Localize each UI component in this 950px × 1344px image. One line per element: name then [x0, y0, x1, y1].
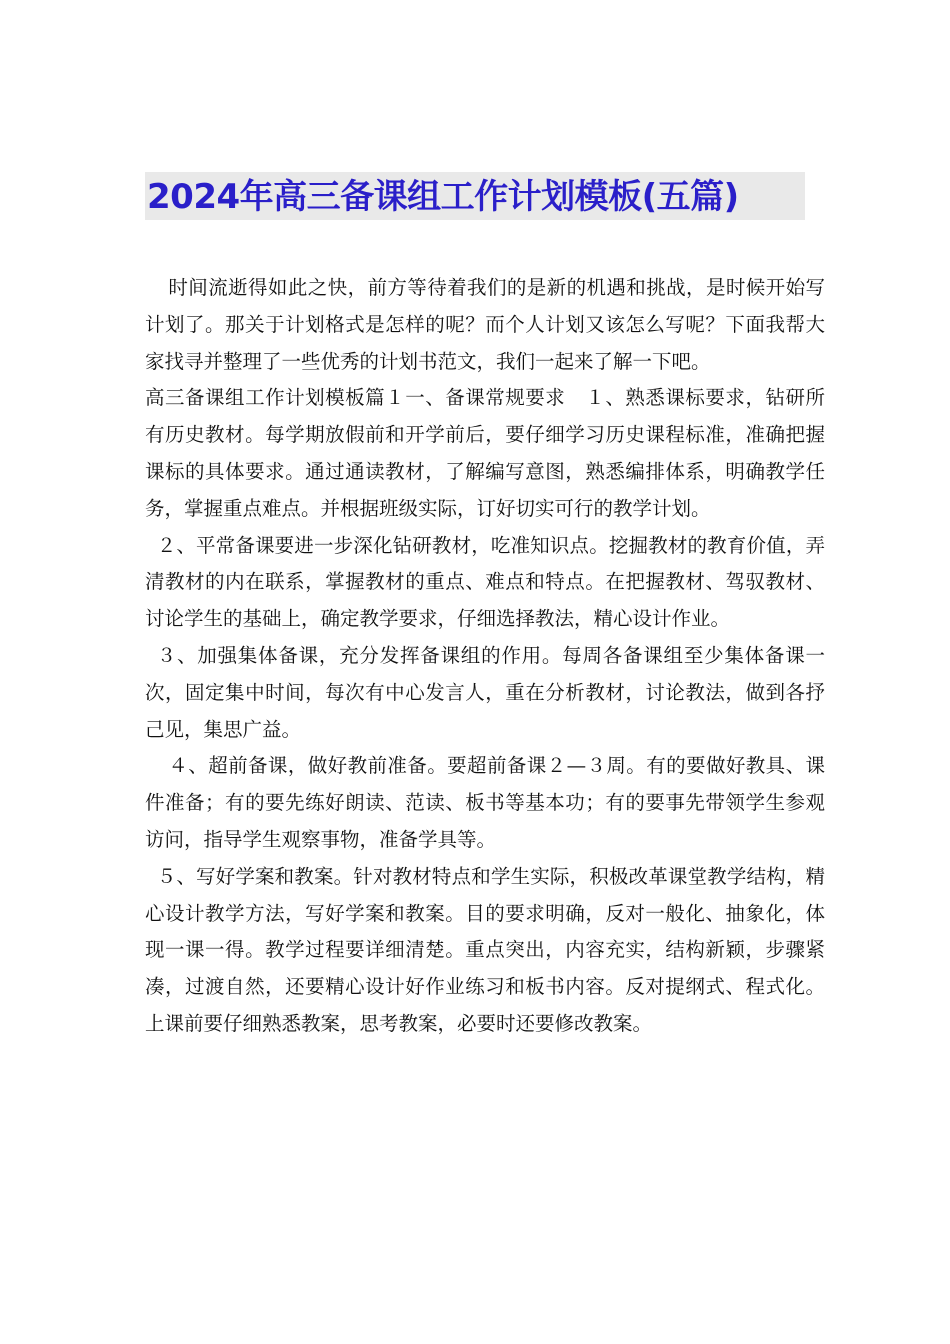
- item-two-paragraph: ２、平常备课要进一步深化钻研教材，吃准知识点。挖掘教材的教育价值，弄清教材的内在联系，掌握教材的重点、难点和特点。在把握教材、驾驭教材、讨论学生的基础上，确定教学要求，仔细选择教法，精心设计作业。: [145, 533, 825, 631]
- item-five-paragraph: ５、写好学案和教案。针对教材特点和学生实际，积极改革课堂教学结构，精心设计教学方法，写好学案和教案。目的要求明确，反对一般化、抽象化，体现一课一得。教学过程要详细清楚。重点突出，内容充实，结构新颖，步骤紧凑，过渡自然，还要精心设计好作业练习和板书内容。反对提纲式、程式化。上课前要仔细熟悉教案，思考教案，必要时还要修改教案。: [145, 864, 825, 1035]
- document-title: 2024年高三备课组工作计划模板(五篇): [147, 177, 739, 217]
- section-one-paragraph: 高三备课组工作计划模板篇１一、备课常规要求 １、熟悉课标要求，钻研所有历史教材。每学期放假前和开学前后，要仔细学习历史课程标准，准确把握课标的具体要求。通过通读教材，了解编写意图，熟悉编排体系，明确教学任务，掌握重点难点。并根据班级实际，订好切实可行的教学计划。: [145, 386, 825, 520]
- intro-paragraph: 时间流逝得如此之快，前方等待着我们的是新的机遇和挑战，是时候开始写计划了。那关于计划格式是怎样的呢？而个人计划又该怎么写呢？下面我帮大家找寻并整理了一些优秀的计划书范文，我们一起来了解一下吧。: [145, 276, 825, 373]
- document-body: [145, 270, 825, 1043]
- item-three-paragraph: ３、加强集体备课，充分发挥备课组的作用。每周各备课组至少集体备课一次，固定集中时间，每次有中心发言人，重在分析教材，讨论教法，做到各抒己见，集思广益。: [145, 643, 825, 741]
- item-four-paragraph: ４、超前备课，做好教前准备。要超前备课２—３周。有的要做好教具、课件准备；有的要先练好朗读、范读、板书等基本功；有的要事先带领学生参观访问，指导学生观察事物，准备学具等。: [145, 754, 825, 851]
